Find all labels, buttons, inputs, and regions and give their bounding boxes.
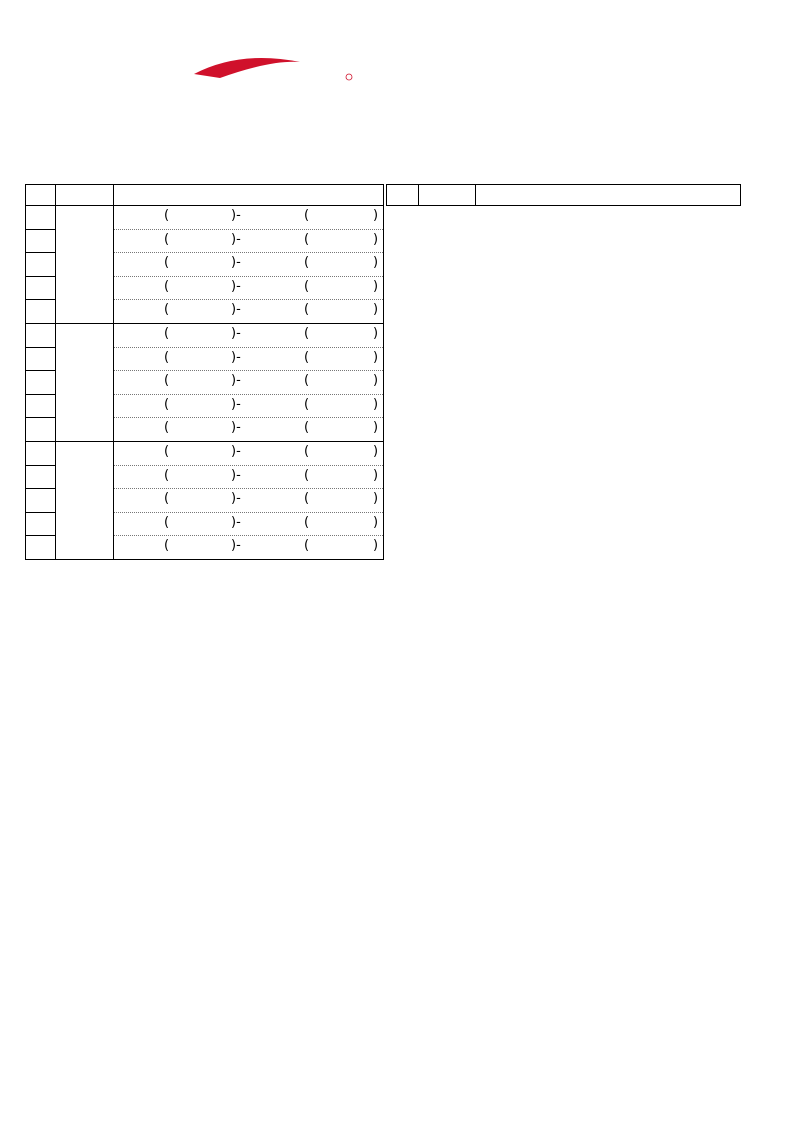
match-number: [26, 323, 56, 347]
pairing-line: [114, 277, 383, 300]
paren-open: (: [164, 420, 170, 436]
pairing-line: [114, 206, 383, 229]
player-pairing: [114, 323, 384, 347]
table-header-row: [26, 185, 384, 206]
col-header-num: [387, 185, 419, 206]
schedule-table-left: [25, 184, 384, 560]
paren-open: (: [164, 443, 170, 459]
paren-close: ): [373, 231, 379, 247]
game-time: [56, 206, 114, 324]
paren-open: (: [304, 514, 310, 530]
col-header-players: [476, 185, 741, 206]
player-pairing: [114, 441, 384, 465]
paren-open: (: [304, 538, 310, 554]
col-header-time: [56, 185, 114, 206]
title-line-1: [0, 78, 794, 118]
paren-open: (: [304, 467, 310, 483]
match-number: [26, 512, 56, 536]
paren-close: ): [373, 467, 379, 483]
paren-close: ): [373, 491, 379, 507]
paren-open: (: [164, 467, 170, 483]
paren-open: (: [164, 231, 170, 247]
paren-close-dash: )-: [231, 278, 241, 294]
table-header-row: [387, 185, 741, 206]
match-number: [26, 229, 56, 253]
pairing-line: [114, 442, 383, 465]
match-number: [26, 347, 56, 371]
player-pairing: [114, 300, 384, 324]
match-number: [26, 394, 56, 418]
paren-close-dash: )-: [231, 208, 241, 223]
player-pairing: [114, 536, 384, 560]
paren-open: (: [304, 396, 310, 412]
paren-open: (: [164, 491, 170, 507]
match-number: [26, 489, 56, 513]
paren-open: (: [304, 231, 310, 247]
paren-close-dash: )-: [231, 443, 241, 459]
player-pairing: [114, 418, 384, 442]
paren-open: (: [304, 420, 310, 436]
player-pairing: [114, 489, 384, 513]
paren-close: ): [373, 255, 379, 271]
table-row: [26, 441, 384, 465]
paren-close: ): [373, 443, 379, 459]
match-number: [26, 253, 56, 277]
match-number: [26, 536, 56, 560]
pairing-line: [114, 300, 383, 323]
game-time: [56, 441, 114, 559]
player-pairing: [114, 371, 384, 395]
paren-close-dash: )-: [231, 396, 241, 412]
paren-close-dash: )-: [231, 255, 241, 271]
mr-pizza-logo: [180, 56, 356, 120]
player-pairing: [114, 394, 384, 418]
paren-open: (: [304, 255, 310, 271]
paren-close-dash: )-: [231, 467, 241, 483]
paren-close: ): [373, 349, 379, 365]
player-pairing: [114, 276, 384, 300]
paren-open: (: [304, 278, 310, 294]
col-header-num: [26, 185, 56, 206]
table-row: [26, 206, 384, 230]
player-pairing: [114, 347, 384, 371]
col-header-players: [114, 185, 384, 206]
paren-close: ): [373, 396, 379, 412]
col-header-time: [419, 185, 476, 206]
paren-close-dash: )-: [231, 349, 241, 365]
schedule-table-right: [386, 184, 741, 206]
paren-close: ): [373, 278, 379, 294]
paren-close-dash: )-: [231, 420, 241, 436]
pairing-line: [114, 489, 383, 512]
pairing-line: [114, 371, 383, 394]
paren-open: (: [164, 373, 170, 389]
paren-open: (: [164, 538, 170, 554]
match-number: [26, 206, 56, 230]
game-time: [56, 323, 114, 441]
paren-open: (: [164, 349, 170, 365]
paren-close: ): [373, 373, 379, 389]
pairing-line: [114, 253, 383, 276]
player-pairing: [114, 465, 384, 489]
paren-open: (: [304, 208, 310, 223]
paren-close: ): [373, 325, 379, 341]
match-number: [26, 441, 56, 465]
paren-close: ): [373, 514, 379, 530]
paren-open: (: [304, 443, 310, 459]
match-number: [26, 300, 56, 324]
pairing-line: [114, 324, 383, 347]
paren-open: (: [164, 514, 170, 530]
paren-open: (: [164, 302, 170, 318]
player-pairing: [114, 206, 384, 230]
paren-close-dash: )-: [231, 231, 241, 247]
paren-open: (: [164, 325, 170, 341]
paren-open: (: [304, 349, 310, 365]
player-pairing: [114, 512, 384, 536]
pairing-line: [114, 418, 383, 441]
player-pairing: [114, 253, 384, 277]
logo-swoosh-icon: [180, 56, 356, 120]
paren-open: (: [164, 208, 170, 223]
paren-open: (: [304, 325, 310, 341]
paren-open: (: [304, 302, 310, 318]
pairing-line: [114, 230, 383, 253]
paren-close-dash: )-: [231, 325, 241, 341]
table-row: [26, 323, 384, 347]
paren-close-dash: )-: [231, 373, 241, 389]
paren-close-dash: )-: [231, 302, 241, 318]
match-number: [26, 418, 56, 442]
paren-open: (: [164, 396, 170, 412]
paren-open: (: [304, 373, 310, 389]
paren-close: ): [373, 208, 379, 223]
pairing-line: [114, 466, 383, 489]
match-number: [26, 276, 56, 300]
paren-open: (: [164, 278, 170, 294]
player-pairing: [114, 229, 384, 253]
pairing-line: [114, 348, 383, 371]
paren-close-dash: )-: [231, 514, 241, 530]
match-number: [26, 371, 56, 395]
pairing-line: [114, 513, 383, 536]
pairing-line: [114, 395, 383, 418]
paren-close: ): [373, 538, 379, 554]
paren-close: ): [373, 302, 379, 318]
paren-close-dash: )-: [231, 491, 241, 507]
paren-open: (: [304, 491, 310, 507]
paren-open: (: [164, 255, 170, 271]
match-number: [26, 465, 56, 489]
pairing-line: [114, 536, 383, 559]
paren-close-dash: )-: [231, 538, 241, 554]
paren-close: ): [373, 420, 379, 436]
